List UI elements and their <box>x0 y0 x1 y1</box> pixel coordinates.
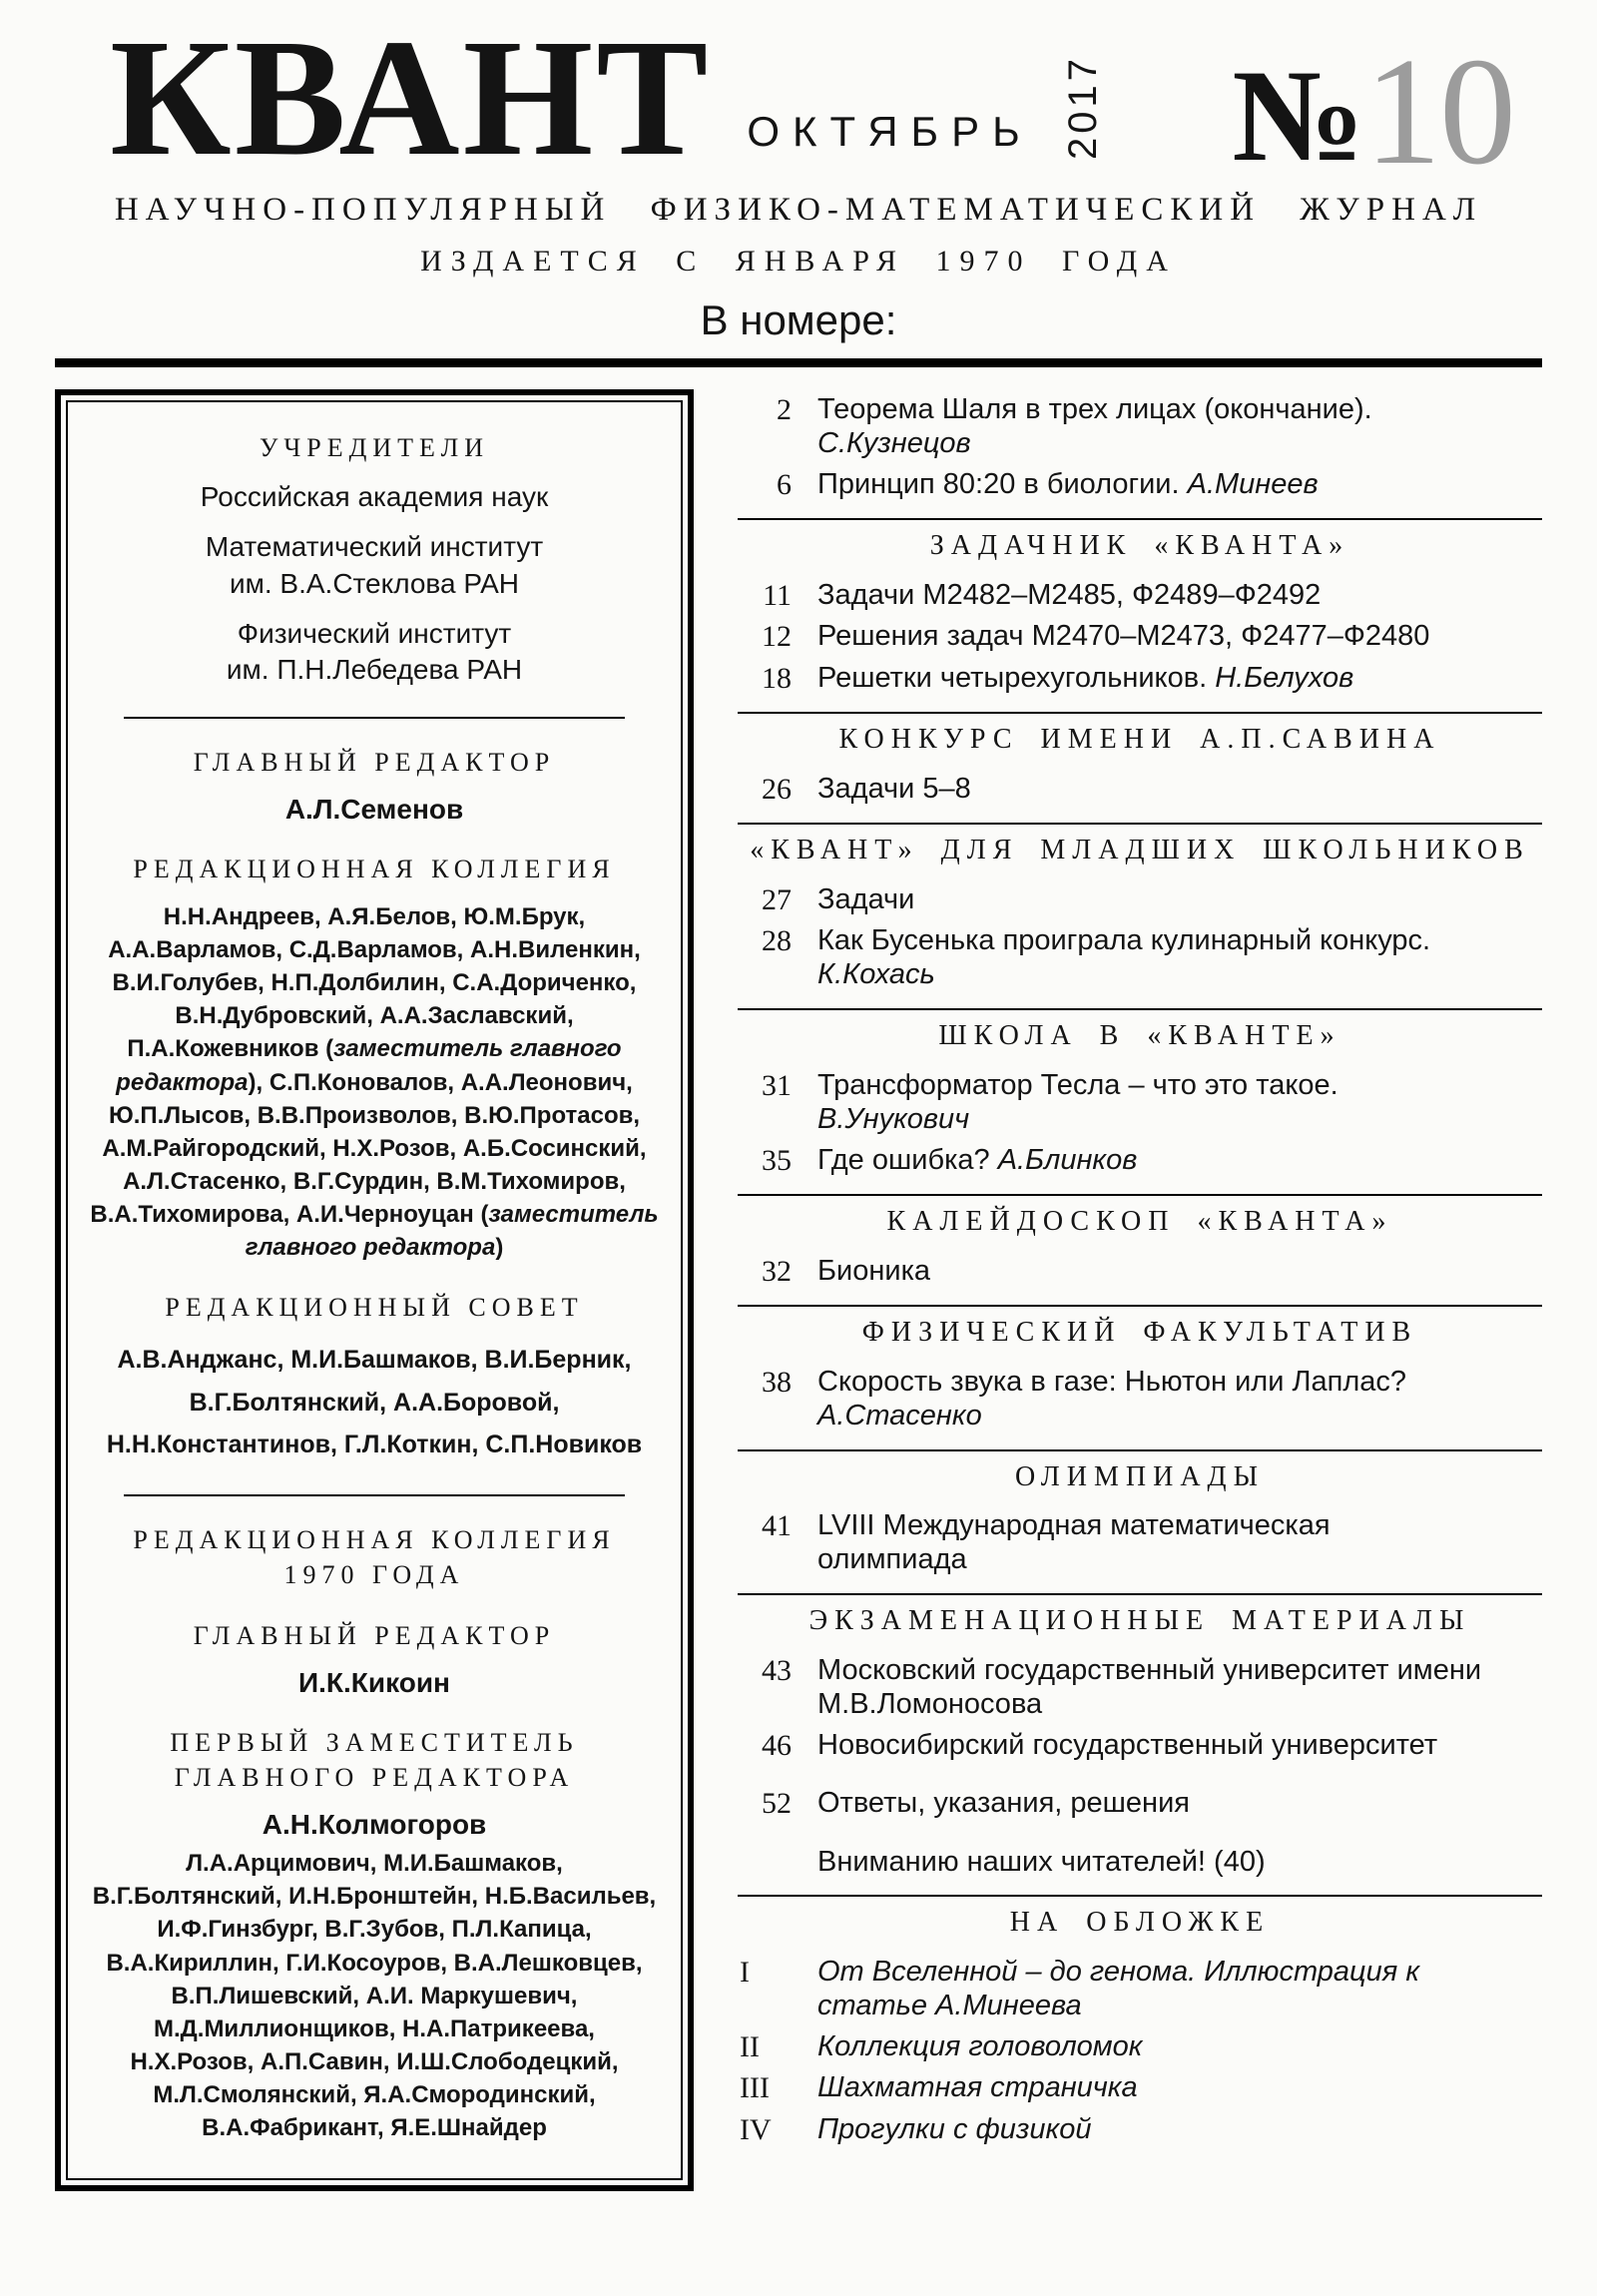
toc-section-divider <box>738 1194 1542 1196</box>
toc-entry-page-number: 31 <box>762 1068 792 1102</box>
masthead-role-note: заместитель главного редактора <box>116 1035 622 1096</box>
toc-section-divider <box>738 518 1542 520</box>
toc-entry-title: Скорость звука в газе: Ньютон или Лаплас? А.Стасенко <box>817 1365 1407 1432</box>
magazine-subtitle: НАУЧНО-ПОПУЛЯРНЫЙ ФИЗИКО-МАТЕМАТИЧЕСКИЙ ЖУРНАЛ <box>114 191 1483 228</box>
toc-entry <box>738 1255 1542 1290</box>
title-row <box>55 5 1542 197</box>
issue-year: 2017 <box>1060 54 1105 160</box>
toc-entry-title: Теорема Шаля в трех лицах (окончание). С.Кузнецов <box>817 392 1372 459</box>
toc-entry-page-number: 26 <box>762 772 792 806</box>
content-columns <box>55 389 1542 2191</box>
masthead-text: Российская академия наук <box>200 480 549 512</box>
toc-entry-title: Коллекция головоломок <box>817 2029 1143 2062</box>
toc-entry-page-number: 52 <box>762 1787 792 1821</box>
in-issue-heading: В номере: <box>700 295 897 343</box>
issue-month: ОКТЯБРЬ <box>747 107 1033 155</box>
masthead-names-list <box>90 1847 659 2144</box>
toc-section-divider <box>738 1008 1542 1010</box>
toc-entry-title: Принцип 80:20 в биологии. А.Минеев <box>817 467 1319 500</box>
toc-entry-author: А.Блинков <box>997 1143 1138 1176</box>
masthead-box <box>55 389 694 2191</box>
toc-entry-author: К.Кохась <box>817 958 935 991</box>
toc-entry-author: В.Унукович <box>817 1102 970 1135</box>
toc-entry-page-number: 11 <box>763 578 792 612</box>
toc-section-divider <box>738 1305 1542 1307</box>
toc-entry-page-number: 35 <box>762 1143 792 1177</box>
header-divider-bar <box>55 358 1542 367</box>
toc-entry-title: Решения задач М2470–М2473, Ф2477–Ф2480 <box>817 620 1430 653</box>
toc-entry <box>738 1654 1542 1722</box>
masthead-names: ), С.П.Коновалов, А.А.Леонович, Ю.П.Лысов, В.В.Произволов, В.Ю.Протасов, А.М.Райгородский, Н.Х.Розов, А.Б.Сосинский, А.Л.Стасенко, В.Г.Сурдин, В.М.Тихомиров, В.А.Тихомирова, А.И.Черноуцан ( <box>90 1068 647 1228</box>
toc-section-heading: ЗАДАЧНИК «КВАНТА» <box>929 530 1350 562</box>
toc-section-divider <box>738 1449 1542 1451</box>
toc <box>738 389 1542 2155</box>
toc-entry-title: Трансформатор Тесла – что это такое. В.Унукович <box>817 1068 1338 1135</box>
toc-section-divider <box>738 1593 1542 1595</box>
toc-entry-title: Где ошибка? А.Блинков <box>817 1143 1138 1176</box>
toc-entry <box>738 620 1542 655</box>
toc-entry-author: С.Кузнецов <box>817 426 971 459</box>
toc-entry-page-number: II <box>740 2029 760 2063</box>
masthead-heading: ГЛАВНЫЙ РЕДАКТОР <box>193 747 556 777</box>
toc-entry <box>738 468 1542 503</box>
toc-section-heading: КОНКУРС ИМЕНИ А.П.САВИНА <box>838 724 1441 756</box>
toc-entry <box>738 1956 1542 2023</box>
toc-entry <box>738 1846 1542 1880</box>
toc-entry-page-number: 6 <box>777 467 792 501</box>
toc-section-heading: ОЛИМПИАДЫ <box>1014 1460 1266 1492</box>
masthead-heading: РЕДАКЦИОННЫЙ СОВЕТ <box>165 1293 584 1323</box>
toc-entry <box>738 1787 1542 1822</box>
masthead-heading: ПЕРВЫЙ ЗАМЕСТИТЕЛЬ ГЛАВНОГО РЕДАКТОРА <box>170 1728 579 1793</box>
masthead-role-note: заместитель главного редактора <box>245 1200 659 1262</box>
toc-entry-title: Как Бусенька проиграла кулинарный конкурс. К.Кохась <box>817 924 1431 991</box>
toc-section-heading: «КВАНТ» ДЛЯ МЛАДШИХ ШКОЛЬНИКОВ <box>750 835 1530 866</box>
toc-entry-title: LVIII Международная математическая олимпиада <box>817 1509 1331 1576</box>
toc-entry-title: От Вселенной – до генома. Иллюстрация к статье А.Минеева <box>817 1956 1420 2021</box>
toc-entry-title: Бионика <box>817 1254 931 1287</box>
masthead-heading: УЧРЕДИТЕЛИ <box>260 432 489 462</box>
toc-section-divider <box>738 1895 1542 1897</box>
published-since-line: ИЗДАЕТСЯ С ЯНВАРЯ 1970 ГОДА <box>420 244 1177 278</box>
masthead-names: ) <box>495 1234 504 1262</box>
toc-entry-page-number: 27 <box>762 882 792 916</box>
toc-entry-page-number: 46 <box>762 1728 792 1762</box>
toc-entry-title: Решетки четырехугольников. Н.Белухов <box>817 661 1354 694</box>
toc-entry-author: Н.Белухов <box>1215 661 1354 694</box>
toc-entry-page-number: 12 <box>762 620 792 654</box>
masthead-names: Л.А.Арцимович, М.И.Башмаков, В.Г.Болтянский, И.Н.Бронштейн, Н.Б.Васильев, И.Ф.Гинзбург, В.Г.Зубов, П.Л.Капица, В.А.Кириллин, Г.И.Косоуров, В.А.Лешковцев, В.П.Лишевский, А.И. Маркушевич, М.Д.Миллионщиков, Н.А.Патрикеева, Н.Х.Розов, А.П.Савин, И.Ш.Слободецкий, М.Л.Смолянский, Я.А.Смородинский, В.А.Фабрикант, Я.Е.Шнайдер <box>92 1850 657 2142</box>
masthead-heading: РЕДАКЦИОННАЯ КОЛЛЕГИЯ 1970 ГОДА <box>133 1524 616 1589</box>
toc-entry <box>738 1144 1542 1179</box>
masthead-names: А.В.Анджанс, М.И.Башмаков, В.И.Берник, В.Г.Болтянский, А.А.Боровой, Н.Н.Константинов, Г.Л.Коткин, С.П.Новиков <box>106 1346 643 1459</box>
toc-entry-title: Прогулки с физикой <box>817 2112 1092 2145</box>
toc-entry <box>738 2113 1542 2148</box>
toc-entry-title: Вниманию наших читателей! (40) <box>817 1845 1266 1878</box>
toc-entry-author: А.Стасенко <box>817 1399 982 1432</box>
toc-section-heading: ЭКЗАМЕНАЦИОННЫЕ МАТЕРИАЛЫ <box>808 1605 1471 1637</box>
masthead-heading: ГЛАВНЫЙ РЕДАКТОР <box>193 1620 556 1650</box>
magazine-header <box>55 5 1542 367</box>
issue-number: 10 <box>1364 26 1514 197</box>
toc-entry-author: А.Минеев <box>1187 467 1319 500</box>
masthead-names: Н.Н.Андреев, А.Я.Белов, Ю.М.Брук, А.А.Варламов, С.Д.Варламов, А.Н.Виленкин, В.И.Голубев, Н.П.Долбилин, С.А.Дориченко, В.Н.Дубровский, А.А.Заславский, П.А.Кожевников ( <box>108 902 641 1063</box>
toc-entry <box>738 1509 1542 1577</box>
toc-entry-page-number: 38 <box>762 1365 792 1399</box>
magazine-title: КВАНТ <box>110 5 712 191</box>
toc-section-divider <box>738 823 1542 825</box>
masthead-divider <box>124 1494 625 1496</box>
toc-entry <box>738 579 1542 614</box>
toc-section-divider <box>738 712 1542 714</box>
toc-entry <box>738 2030 1542 2065</box>
toc-entry <box>738 883 1542 918</box>
toc-entry-title: Задачи <box>817 882 915 915</box>
masthead-content <box>66 400 683 2180</box>
toc-section-heading: ФИЗИЧЕСКИЙ ФАКУЛЬТАТИВ <box>861 1317 1418 1349</box>
toc-entry-title: Задачи 5–8 <box>817 772 971 805</box>
masthead-divider <box>124 717 625 719</box>
toc-section-heading: КАЛЕЙДОСКОП «КВАНТА» <box>886 1206 1393 1238</box>
masthead-names-list <box>90 900 659 1264</box>
toc-entry-page-number <box>738 1846 792 1880</box>
toc-entry-page-number: 28 <box>762 924 792 958</box>
masthead-names-list <box>90 1339 659 1466</box>
issue-number-block <box>1232 26 1514 197</box>
toc-entry <box>738 2071 1542 2106</box>
toc-entry-page-number: I <box>740 1956 750 1990</box>
toc-entry <box>738 773 1542 808</box>
toc-entry <box>738 662 1542 697</box>
toc-entry <box>738 924 1542 992</box>
toc-section-heading: НА ОБЛОЖКЕ <box>1009 1907 1271 1939</box>
toc-entry-title: Задачи М2482–М2485, Ф2489–Ф2492 <box>817 578 1322 611</box>
toc-entry-title: Ответы, указания, решения <box>817 1787 1190 1820</box>
toc-entry <box>738 393 1542 461</box>
toc-entry-page-number: 2 <box>777 392 792 426</box>
toc-entry-page-number: 32 <box>762 1254 792 1288</box>
masthead-person-name: А.Н.Колмогоров <box>262 1809 487 1841</box>
toc-entry-page-number: III <box>740 2071 770 2105</box>
toc-entry <box>738 1366 1542 1434</box>
toc-entry-page-number: 43 <box>762 1653 792 1687</box>
toc-entry <box>738 1069 1542 1137</box>
numero-sign: № <box>1232 41 1364 189</box>
masthead-person-name: И.К.Кикоин <box>298 1667 450 1699</box>
masthead-person-name: А.Л.Семенов <box>284 793 464 825</box>
toc-entry-page-number: IV <box>740 2112 772 2146</box>
masthead-text: Физический институт им. П.Н.Лебедева РАН <box>226 618 523 686</box>
toc-entry-title: Шахматная страничка <box>817 2071 1138 2104</box>
toc-entry <box>738 1729 1542 1764</box>
toc-entry-title: Московский государственный университет имени М.В.Ломоносова <box>817 1653 1482 1720</box>
toc-entry-title: Новосибирский государственный университет <box>817 1728 1438 1761</box>
masthead-text: Математический институт им. В.А.Стеклова РАН <box>205 531 544 599</box>
toc-section-heading: ШКОЛА В «КВАНТЕ» <box>938 1020 1341 1052</box>
toc-entry-page-number: 18 <box>762 661 792 695</box>
masthead-heading: РЕДАКЦИОННАЯ КОЛЛЕГИЯ <box>133 854 616 883</box>
toc-entry-page-number: 41 <box>762 1509 792 1543</box>
